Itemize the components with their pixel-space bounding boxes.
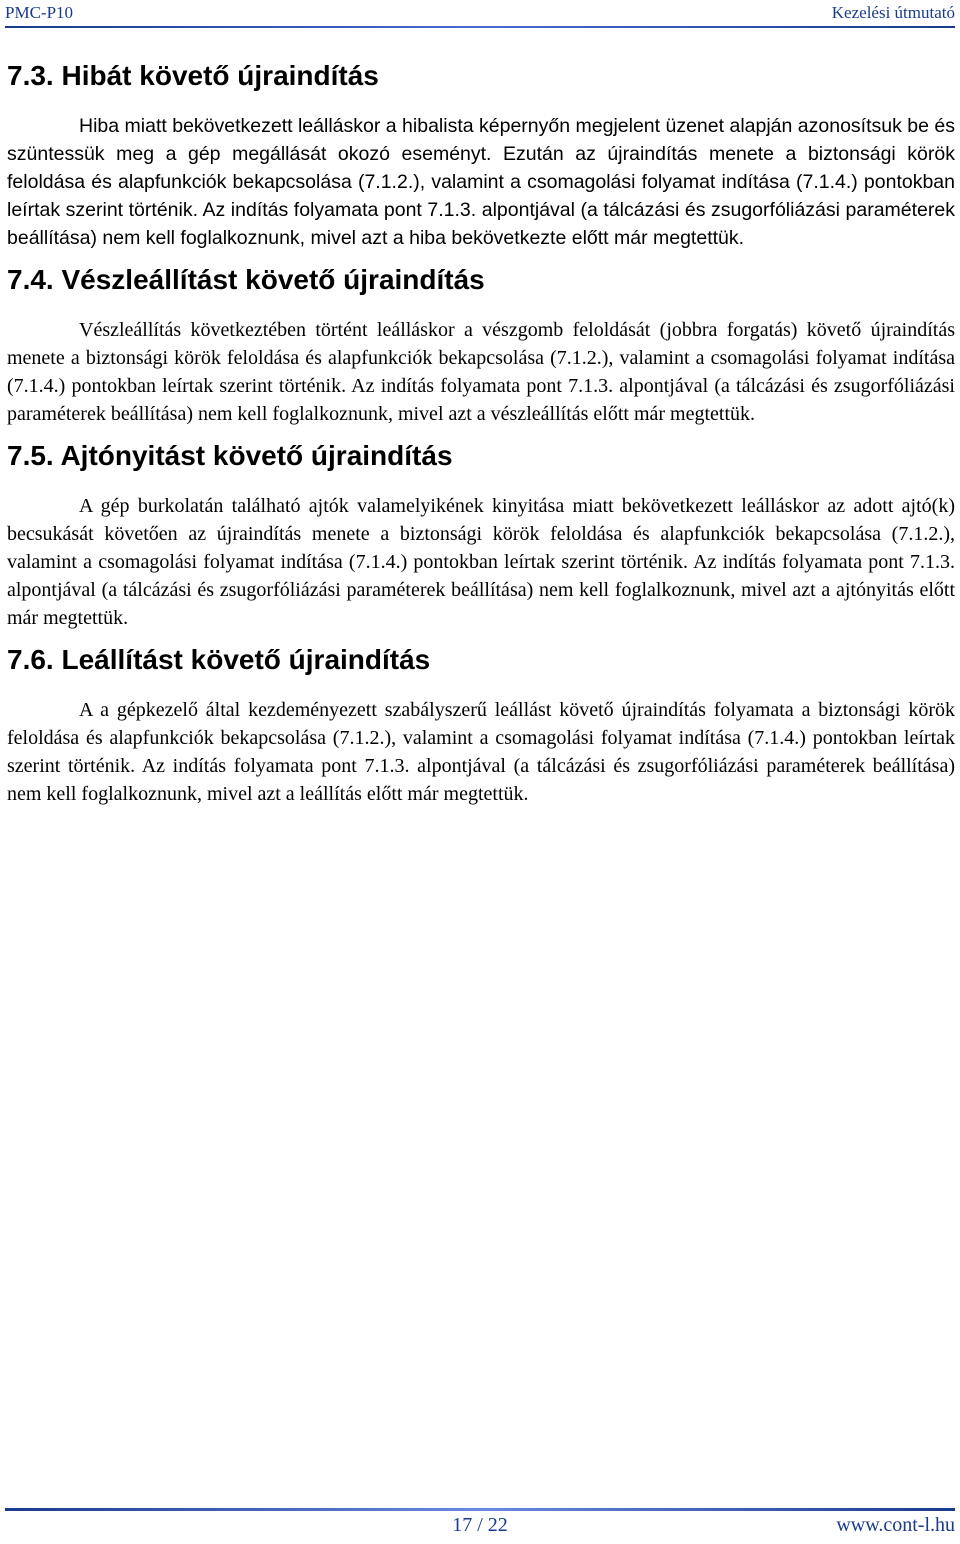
header-document-title: Kezelési útmutató: [831, 3, 955, 22]
page-header: [0, 0, 960, 32]
page-number: 17 / 22: [452, 1514, 508, 1536]
page-footer: [0, 1500, 960, 1544]
website-link[interactable]: www.cont-l.hu: [836, 1514, 955, 1536]
section-paragraph: Hiba miatt bekövetkezett leálláskor a hibalista képernyőn megjelent üzenet alapján azonosítsuk be és szüntessük meg a gép megállását okozó eseményt. Ezután az újraindítás menete a biztonsági körök feloldása és alapfunkciók bekapcsolása (7.1.2.), valamint a csomagolási folyamat indítása (7.1.4.) pontokban leírtak szerint történik. Az indítás folyamata pont 7.1.3. alpontjával (a tálcázási és zsugorfóliázási paraméterek beállítása) nem kell foglalkoznunk, mivel azt a hiba bekövetkezte előtt már megtettük.: [7, 115, 955, 249]
header-product-code: PMC-P10: [5, 3, 74, 22]
section-heading: 7.5. Ajtónyitást követő újraindítás: [7, 440, 453, 471]
section-heading: 7.4. Vészleállítást követő újraindítás: [7, 264, 485, 295]
section-heading: 7.3. Hibát követő újraindítás: [7, 60, 379, 91]
section-7-6: [7, 642, 955, 808]
section-paragraph: Vészleállítás következtében történt leálláskor a vészgomb feloldását (jobbra forgatás) követő újraindítás menete a biztonsági körök feloldása és alapfunkciók bekapcsolása (7.1.2.), valamint a csomagolási folyamat indítása (7.1.4.) pontokban leírtak szerint történik. Az indítás folyamata pont 7.1.3. alpontjával (a tálcázási és zsugorfóliázási paraméterek beállítása) nem kell foglalkoznunk, mivel azt a vészleállítás előtt már megtettük.: [7, 319, 955, 425]
section-7-3: [7, 58, 955, 252]
section-heading: 7.6. Leállítást követő újraindítás: [7, 644, 431, 675]
header-rule: [5, 26, 955, 28]
document-body: [7, 58, 955, 818]
section-paragraph: A gép burkolatán található ajtók valamelyikének kinyitása miatt bekövetkezett leálláskor az adott ajtó(k) becsukását követően az újraindítás menete a biztonsági körök feloldása és alapfunkciók bekapcsolása (7.1.2.), valamint a csomagolási folyamat indítása (7.1.4.) pontokban leírtak szerint történik. Az indítás folyamata pont 7.1.3. alpontjával (a tálcázási és zsugorfóliázási paraméterek beállítása) nem kell foglalkoznunk, mivel azt a ajtónyitás előtt már megtettük.: [7, 495, 955, 629]
footer-rule: [5, 1508, 955, 1511]
section-paragraph: A a gépkezelő által kezdeményezett szabályszerű leállást követő újraindítás folyamata a biztonsági körök feloldása és alapfunkciók bekapcsolása (7.1.2.), valamint a csomagolási folyamat indítása (7.1.4.) pontokban leírtak szerint történik. Az indítás folyamata pont 7.1.3. alpontjával (a tálcázási és zsugorfóliázási paraméterek beállítása) nem kell foglalkoznunk, mivel azt a leállítás előtt már megtettük.: [7, 699, 955, 805]
section-7-4: [7, 262, 955, 428]
section-7-5: [7, 438, 955, 632]
